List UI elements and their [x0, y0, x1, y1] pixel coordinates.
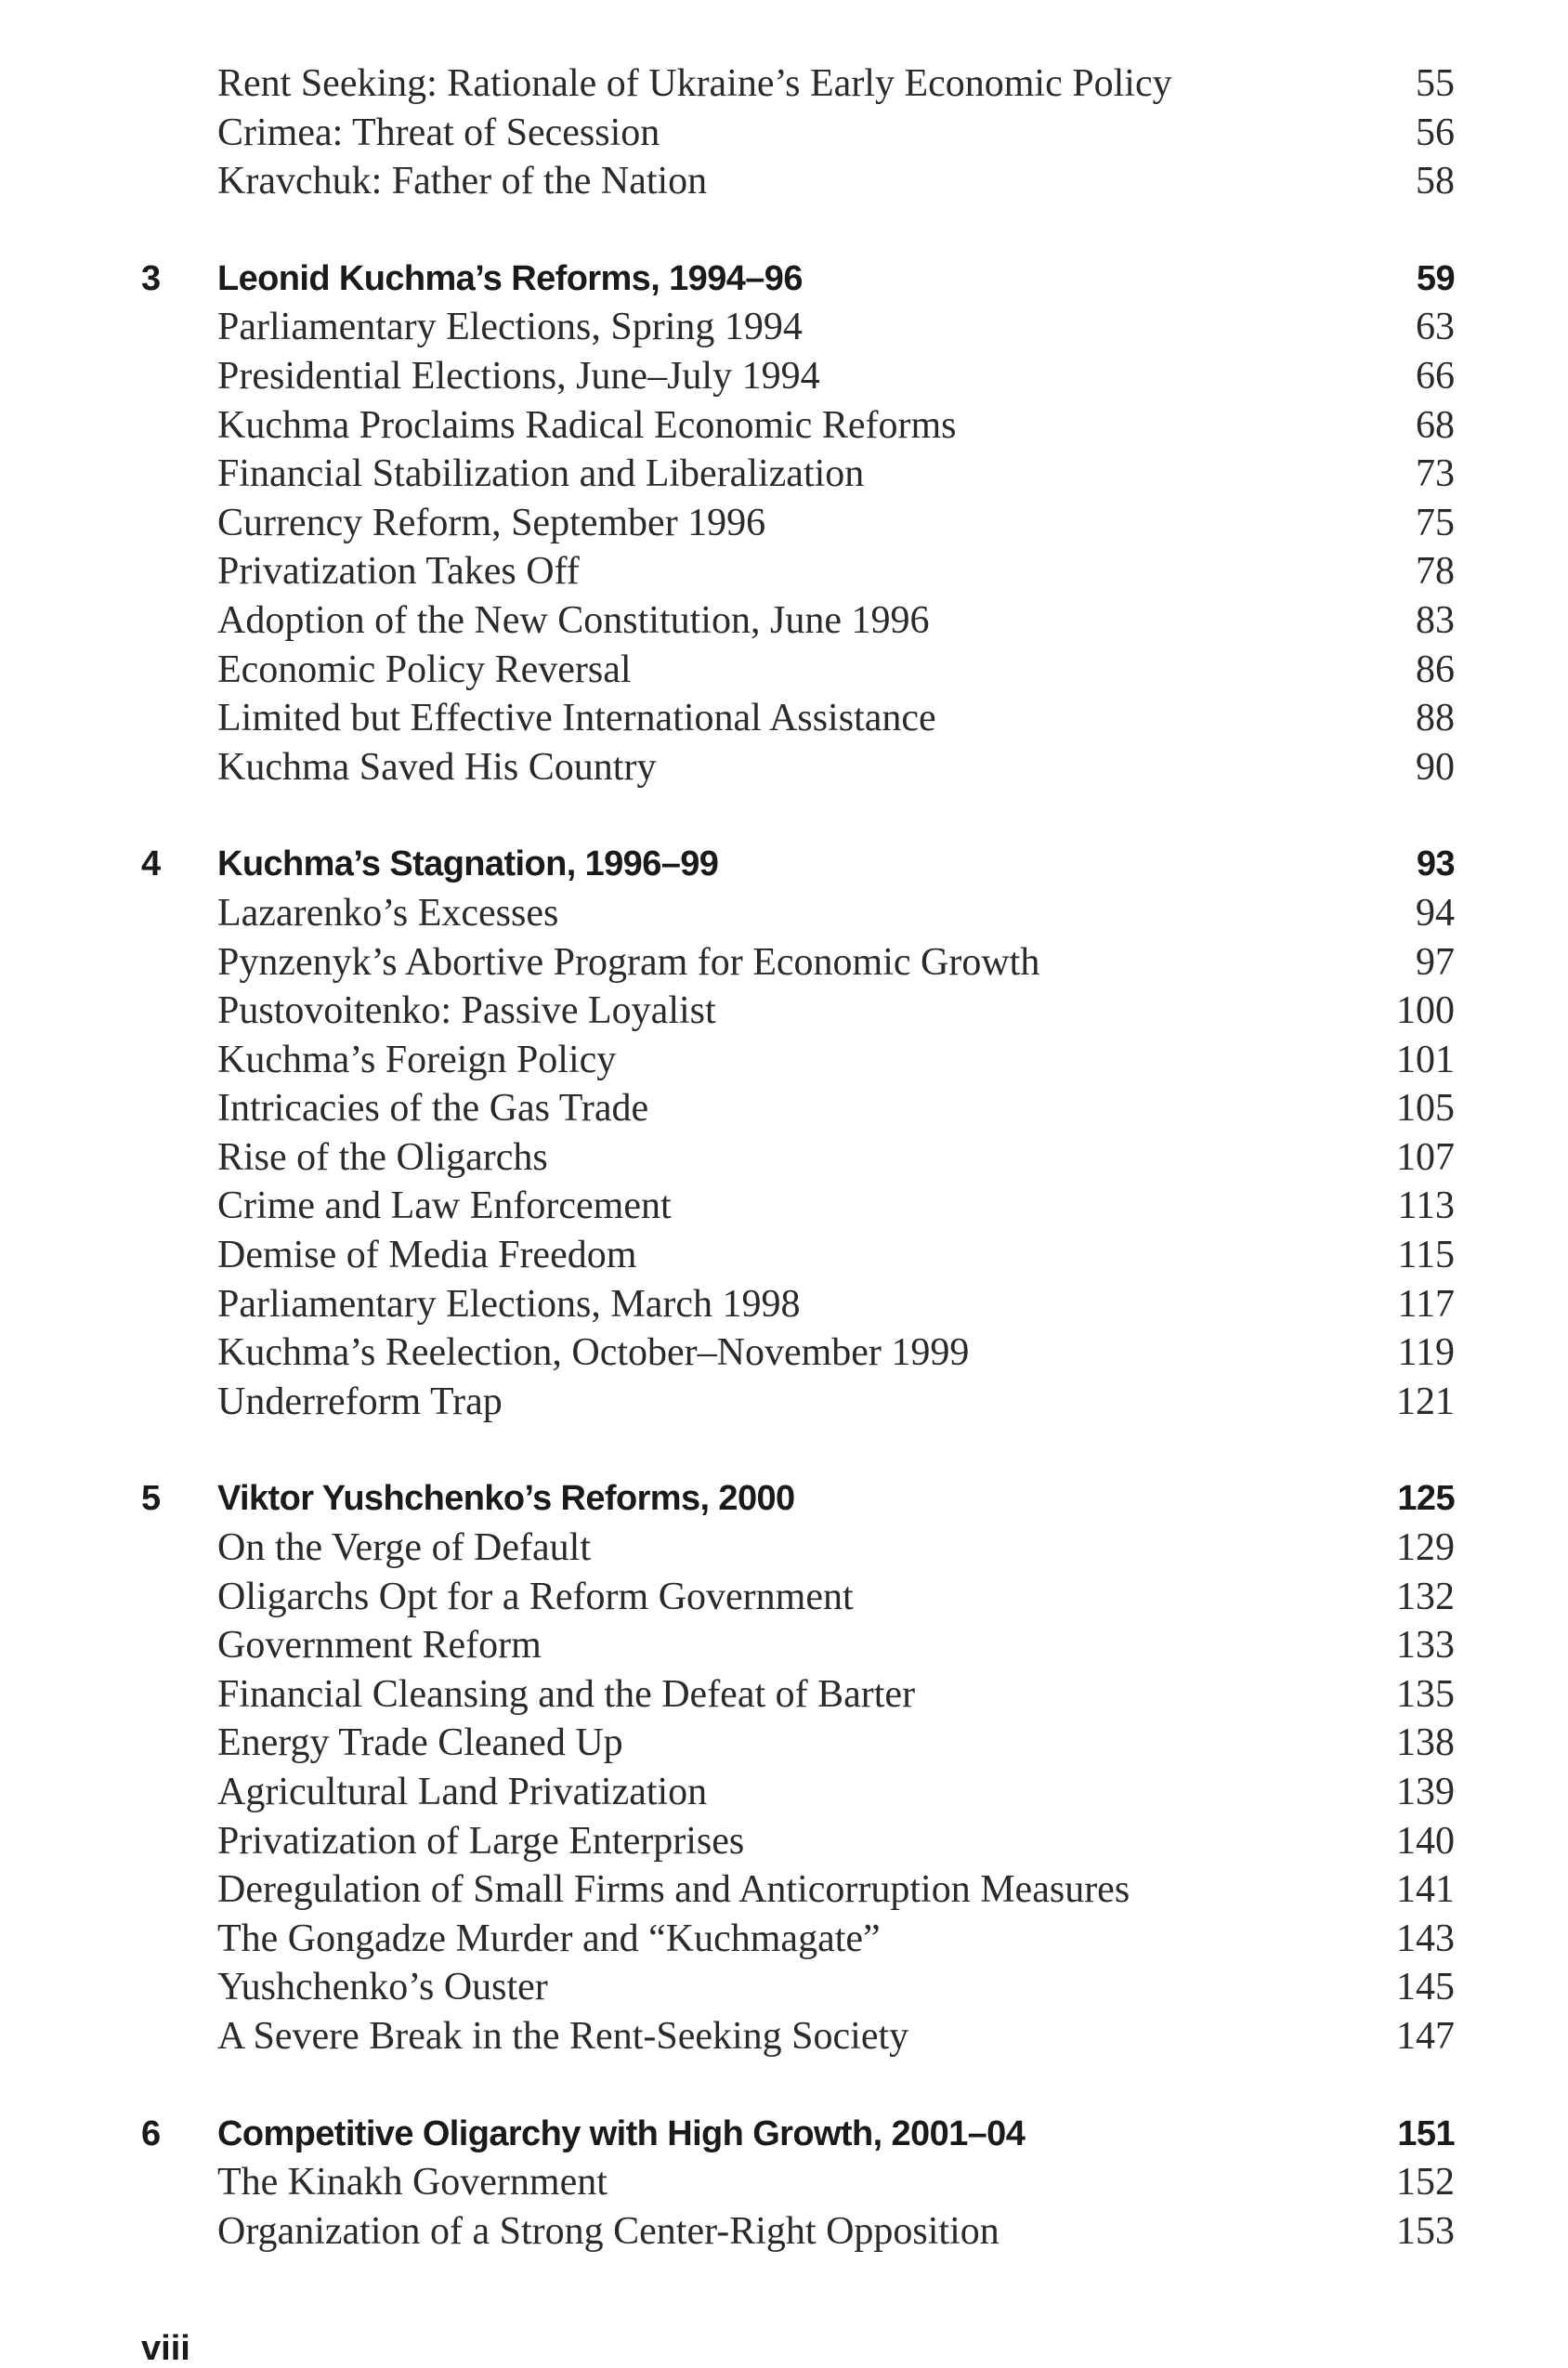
entry-page-number: 66: [1416, 354, 1455, 398]
entry-title: Privatization Takes Off: [217, 550, 580, 594]
table-of-contents: [0, 59, 1568, 2256]
chapter-number: 4: [141, 844, 161, 884]
entry-title: A Severe Break in the Rent-Seeking Society: [217, 2014, 909, 2058]
entry-title: Limited but Effective International Assistance: [217, 697, 936, 740]
entry-title: The Gongadze Murder and “Kuchmagate”: [217, 1917, 881, 1960]
chapter-number: 5: [141, 1479, 161, 1519]
toc-entry[interactable]: [0, 987, 1568, 1036]
chapter-title: Viktor Yushchenko’s Reforms, 2000: [217, 1479, 795, 1519]
toc-entry[interactable]: [0, 450, 1568, 499]
chapter-heading[interactable]: [0, 1474, 1568, 1524]
toc-entry[interactable]: [0, 2158, 1568, 2207]
entry-title: Rent Seeking: Rationale of Ukraine’s Early Economic Policy: [217, 62, 1172, 105]
entry-page-number: 78: [1416, 550, 1455, 594]
entry-title: Kuchma’s Foreign Policy: [217, 1038, 617, 1081]
toc-entry[interactable]: [0, 694, 1568, 743]
toc-entry[interactable]: [0, 1817, 1568, 1866]
toc-entry[interactable]: [0, 1963, 1568, 2012]
entry-title: Parliamentary Elections, Spring 1994: [217, 306, 803, 349]
toc-entry[interactable]: [0, 743, 1568, 792]
toc-entry[interactable]: [0, 1915, 1568, 1964]
toc-entry[interactable]: [0, 1280, 1568, 1329]
toc-entry[interactable]: [0, 1036, 1568, 1085]
entry-page-number: 140: [1396, 1819, 1455, 1863]
toc-section: [0, 1474, 1568, 2061]
entry-title: Presidential Elections, June–July 1994: [217, 354, 820, 398]
toc-section: [0, 840, 1568, 1426]
entry-page-number: 88: [1416, 697, 1455, 740]
entry-page-number: 83: [1416, 598, 1455, 642]
section-gap: [0, 2061, 1568, 2110]
entry-page-number: 132: [1396, 1575, 1455, 1618]
toc-entry[interactable]: [0, 109, 1568, 158]
entry-page-number: 113: [1397, 1184, 1455, 1228]
toc-entry[interactable]: [0, 2207, 1568, 2257]
chapter-title: Kuchma’s Stagnation, 1996–99: [217, 844, 719, 884]
entry-title: Financial Stabilization and Liberalization: [217, 452, 865, 496]
entry-page-number: 101: [1396, 1038, 1455, 1081]
toc-entry[interactable]: [0, 499, 1568, 548]
entry-title: Deregulation of Small Firms and Anticorruption Measures: [217, 1868, 1130, 1912]
entry-title: Rise of the Oligarchs: [217, 1135, 548, 1179]
toc-entry[interactable]: [0, 1084, 1568, 1133]
chapter-title: Competitive Oligarchy with High Growth, 2001–04: [217, 2113, 1026, 2153]
toc-entry[interactable]: [0, 1182, 1568, 1231]
toc-entry[interactable]: [0, 303, 1568, 352]
entry-page-number: 138: [1396, 1721, 1455, 1765]
toc-entry[interactable]: [0, 352, 1568, 401]
entry-page-number: 90: [1416, 745, 1455, 789]
entry-title: Agricultural Land Privatization: [217, 1771, 708, 1813]
section-gap: [0, 206, 1568, 255]
page-folio: viii: [141, 2329, 190, 2368]
entry-title: Kuchma’s Reelection, October–November 1999: [217, 1331, 970, 1375]
chapter-heading[interactable]: [0, 840, 1568, 889]
entry-title: Organization of a Strong Center-Right Opposition: [217, 2209, 1000, 2253]
toc-entry[interactable]: [0, 1328, 1568, 1378]
entry-title: Adoption of the New Constitution, June 1996: [217, 598, 930, 642]
entry-page-number: 121: [1396, 1380, 1455, 1423]
entry-title: Pustovoitenko: Passive Loyalist: [217, 989, 716, 1033]
entry-page-number: 68: [1416, 403, 1455, 447]
toc-entry[interactable]: [0, 59, 1568, 109]
chapter-title: Leonid Kuchma’s Reforms, 1994–96: [217, 258, 803, 298]
toc-entry[interactable]: [0, 889, 1568, 938]
entry-page-number: 86: [1416, 648, 1455, 691]
toc-entry[interactable]: [0, 1670, 1568, 1720]
entry-title: Parliamentary Elections, March 1998: [217, 1282, 801, 1326]
entry-title: Privatization of Large Enterprises: [217, 1819, 745, 1863]
chapter-number: 6: [141, 2113, 161, 2153]
toc-entry[interactable]: [0, 1378, 1568, 1427]
entry-page-number: 133: [1396, 1624, 1455, 1668]
entry-title: Oligarchs Opt for a Reform Government: [217, 1575, 854, 1618]
toc-entry[interactable]: [0, 596, 1568, 646]
entry-page-number: 141: [1396, 1868, 1455, 1912]
entry-page-number: 143: [1396, 1917, 1455, 1960]
entry-page-number: 75: [1416, 501, 1455, 544]
chapter-page-number: 59: [1416, 258, 1455, 298]
toc-entry[interactable]: [0, 401, 1568, 451]
entry-title: Yushchenko’s Ouster: [217, 1966, 548, 2009]
entry-page-number: 129: [1396, 1526, 1455, 1570]
toc-entry[interactable]: [0, 1768, 1568, 1817]
entry-title: Kravchuk: Father of the Nation: [217, 160, 708, 203]
toc-entry[interactable]: [0, 1133, 1568, 1183]
entry-page-number: 100: [1396, 989, 1455, 1033]
chapter-page-number: 151: [1397, 2113, 1455, 2153]
entry-page-number: 58: [1416, 160, 1455, 203]
entry-page-number: 135: [1396, 1672, 1455, 1716]
entry-title: Kuchma Proclaims Radical Economic Reforms: [217, 403, 957, 447]
entry-title: On the Verge of Default: [217, 1526, 591, 1570]
toc-entry[interactable]: [0, 646, 1568, 695]
entry-title: Lazarenko’s Excesses: [217, 891, 559, 935]
entry-page-number: 145: [1396, 1966, 1455, 2009]
entry-page-number: 115: [1397, 1234, 1455, 1277]
toc-entry[interactable]: [0, 1231, 1568, 1280]
entry-page-number: 55: [1416, 62, 1455, 105]
entry-title: The Kinakh Government: [217, 2161, 608, 2204]
entry-title: Underreform Trap: [217, 1380, 503, 1423]
toc-section: [0, 2110, 1568, 2257]
chapter-heading[interactable]: [0, 2110, 1568, 2159]
entry-title: Currency Reform, September 1996: [217, 501, 766, 544]
toc-entry[interactable]: [0, 1865, 1568, 1915]
toc-entry[interactable]: [0, 938, 1568, 988]
chapter-number: 3: [141, 258, 161, 298]
toc-entry[interactable]: [0, 547, 1568, 596]
entry-title: Crime and Law Enforcement: [217, 1184, 672, 1228]
entry-title: Pynzenyk’s Abortive Program for Economic Growth: [217, 940, 1040, 984]
entry-title: Energy Trade Cleaned Up: [217, 1721, 623, 1765]
entry-page-number: 105: [1396, 1087, 1455, 1131]
entry-page-number: 63: [1416, 306, 1455, 349]
entry-title: Economic Policy Reversal: [217, 648, 632, 691]
toc-entry[interactable]: [0, 157, 1568, 206]
toc-entry[interactable]: [0, 1719, 1568, 1768]
entry-page-number: 117: [1397, 1282, 1455, 1326]
entry-page-number: 73: [1416, 452, 1455, 496]
entry-title: Crimea: Threat of Secession: [217, 111, 660, 154]
toc-section: [0, 255, 1568, 792]
entry-page-number: 94: [1416, 891, 1455, 935]
entry-page-number: 107: [1396, 1135, 1455, 1179]
entry-page-number: 139: [1396, 1771, 1455, 1813]
toc-entry[interactable]: [0, 1621, 1568, 1670]
entry-page-number: 119: [1397, 1331, 1455, 1375]
entry-page-number: 56: [1416, 111, 1455, 154]
entry-title: Financial Cleansing and the Defeat of Barter: [217, 1672, 916, 1716]
entry-page-number: 153: [1396, 2209, 1455, 2253]
toc-section: [0, 59, 1568, 206]
entry-title: Intricacies of the Gas Trade: [217, 1087, 649, 1131]
chapter-page-number: 125: [1397, 1479, 1455, 1519]
entry-title: Government Reform: [217, 1624, 542, 1668]
entry-title: Kuchma Saved His Country: [217, 745, 657, 789]
toc-entry[interactable]: [0, 1524, 1568, 1573]
entry-page-number: 152: [1396, 2161, 1455, 2204]
section-gap: [0, 1426, 1568, 1474]
entry-title: Demise of Media Freedom: [217, 1234, 637, 1277]
entry-page-number: 97: [1416, 940, 1455, 984]
toc-entry[interactable]: [0, 2012, 1568, 2061]
toc-entry[interactable]: [0, 1573, 1568, 1622]
section-gap: [0, 792, 1568, 840]
entry-page-number: 147: [1396, 2014, 1455, 2058]
chapter-heading[interactable]: [0, 255, 1568, 304]
chapter-page-number: 93: [1416, 844, 1455, 884]
